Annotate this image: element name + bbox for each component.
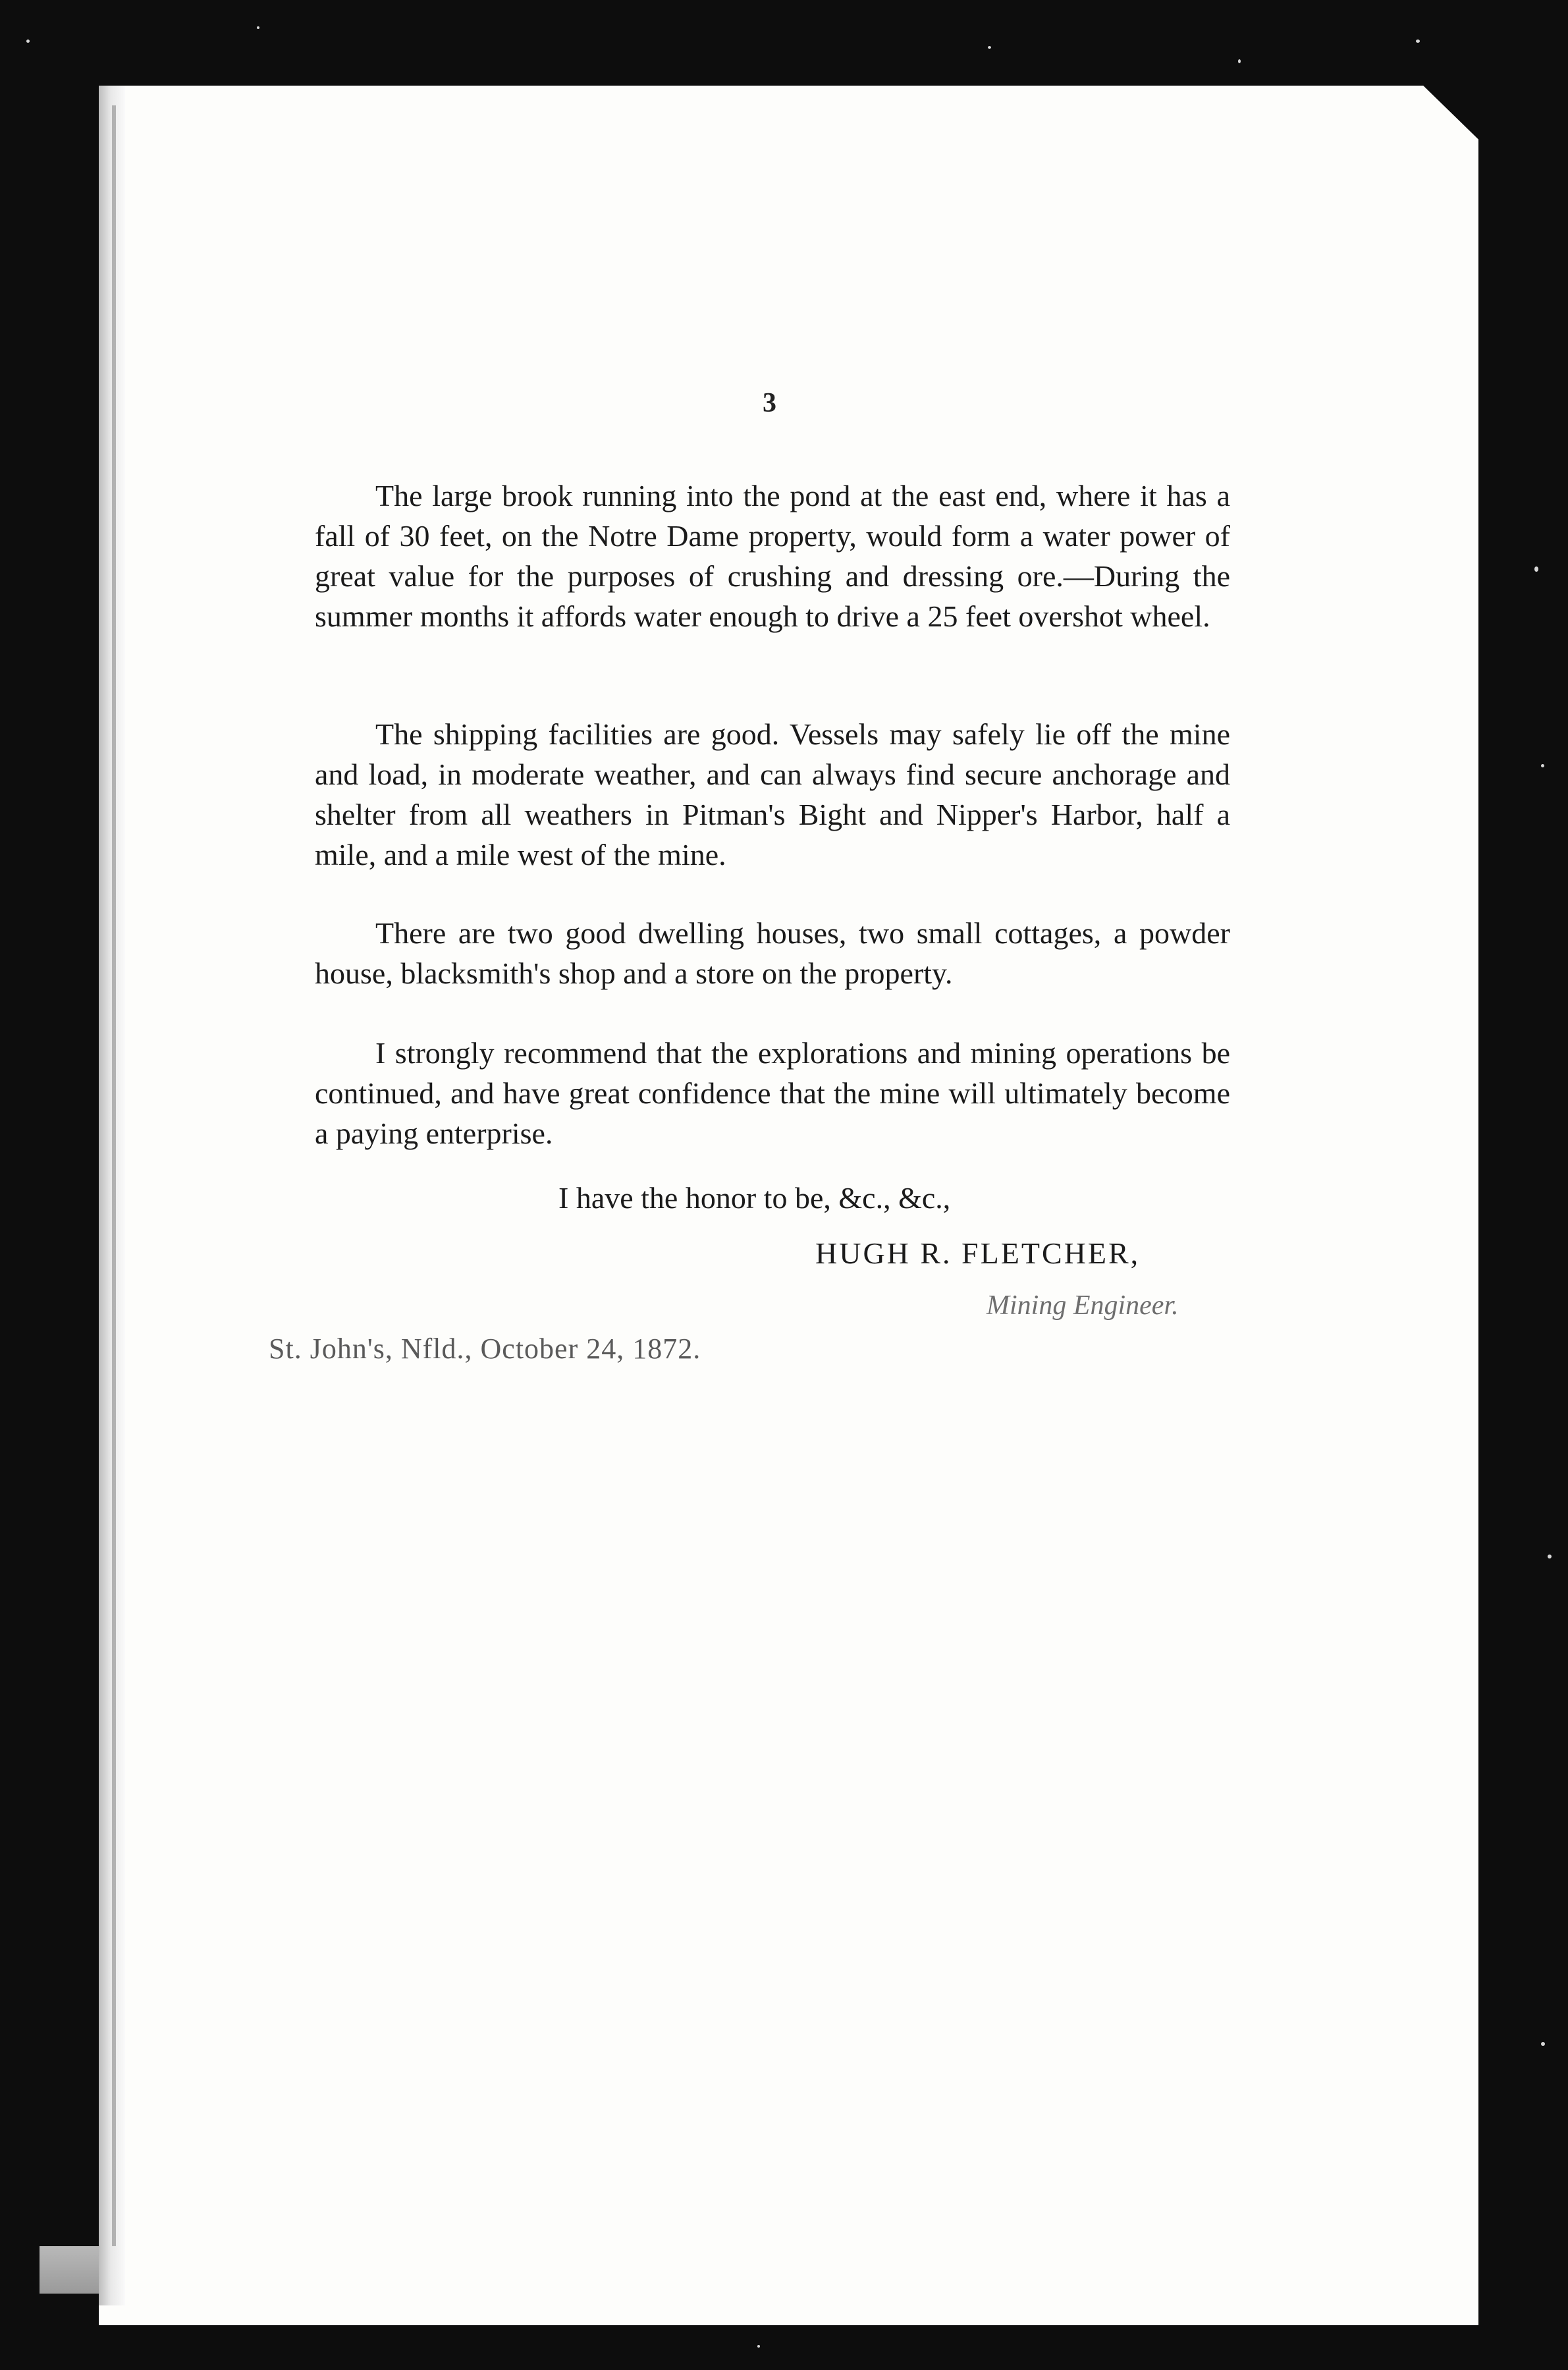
speck: [988, 46, 991, 49]
speck: [1238, 59, 1241, 63]
paragraph-buildings: There are two good dwelling houses, two small cottages, a powder house, blacksmith's shop and a store on the property.: [315, 916, 1230, 990]
signature-title: Mining Engineer.: [987, 1290, 1179, 1321]
page-number: 3: [763, 388, 776, 418]
speck: [1534, 566, 1538, 572]
speck: [1541, 2042, 1545, 2046]
signature-name: HUGH R. FLETCHER,: [815, 1236, 1141, 1270]
paragraph-water-power: The large brook running into the pond at the east end, where it has a fall of 30 feet, on the Notre Dame property, would form a water power of great value for the purposes of crushing and dressing ore.—During the summer months it affords water enough to drive a 25 feet overshot wheel.: [315, 479, 1230, 633]
paragraph-shipping: The shipping facilities are good. Vessels may safely lie off the mine and load, in moderate weather, and can always find secure anchorage and shelter from all weathers in Pitman's Bight and Nipper's Harbor, half a mile, and a mile west of the mine.: [315, 717, 1230, 871]
closing-salutation: I have the honor to be, &c., &c.,: [558, 1181, 951, 1215]
speck: [1548, 1555, 1552, 1558]
speck: [757, 2345, 760, 2348]
binding-line: [112, 105, 116, 2246]
speck: [1416, 40, 1420, 43]
speck: [26, 40, 30, 43]
paragraph-recommendation: I strongly recommend that the explorations and mining operations be continued, and have great confidence that the mine will ultimately become a paying enterprise.: [315, 1036, 1230, 1150]
place-and-date: St. John's, Nfld., October 24, 1872.: [269, 1333, 701, 1365]
speck: [1541, 764, 1544, 767]
speck: [257, 26, 259, 29]
